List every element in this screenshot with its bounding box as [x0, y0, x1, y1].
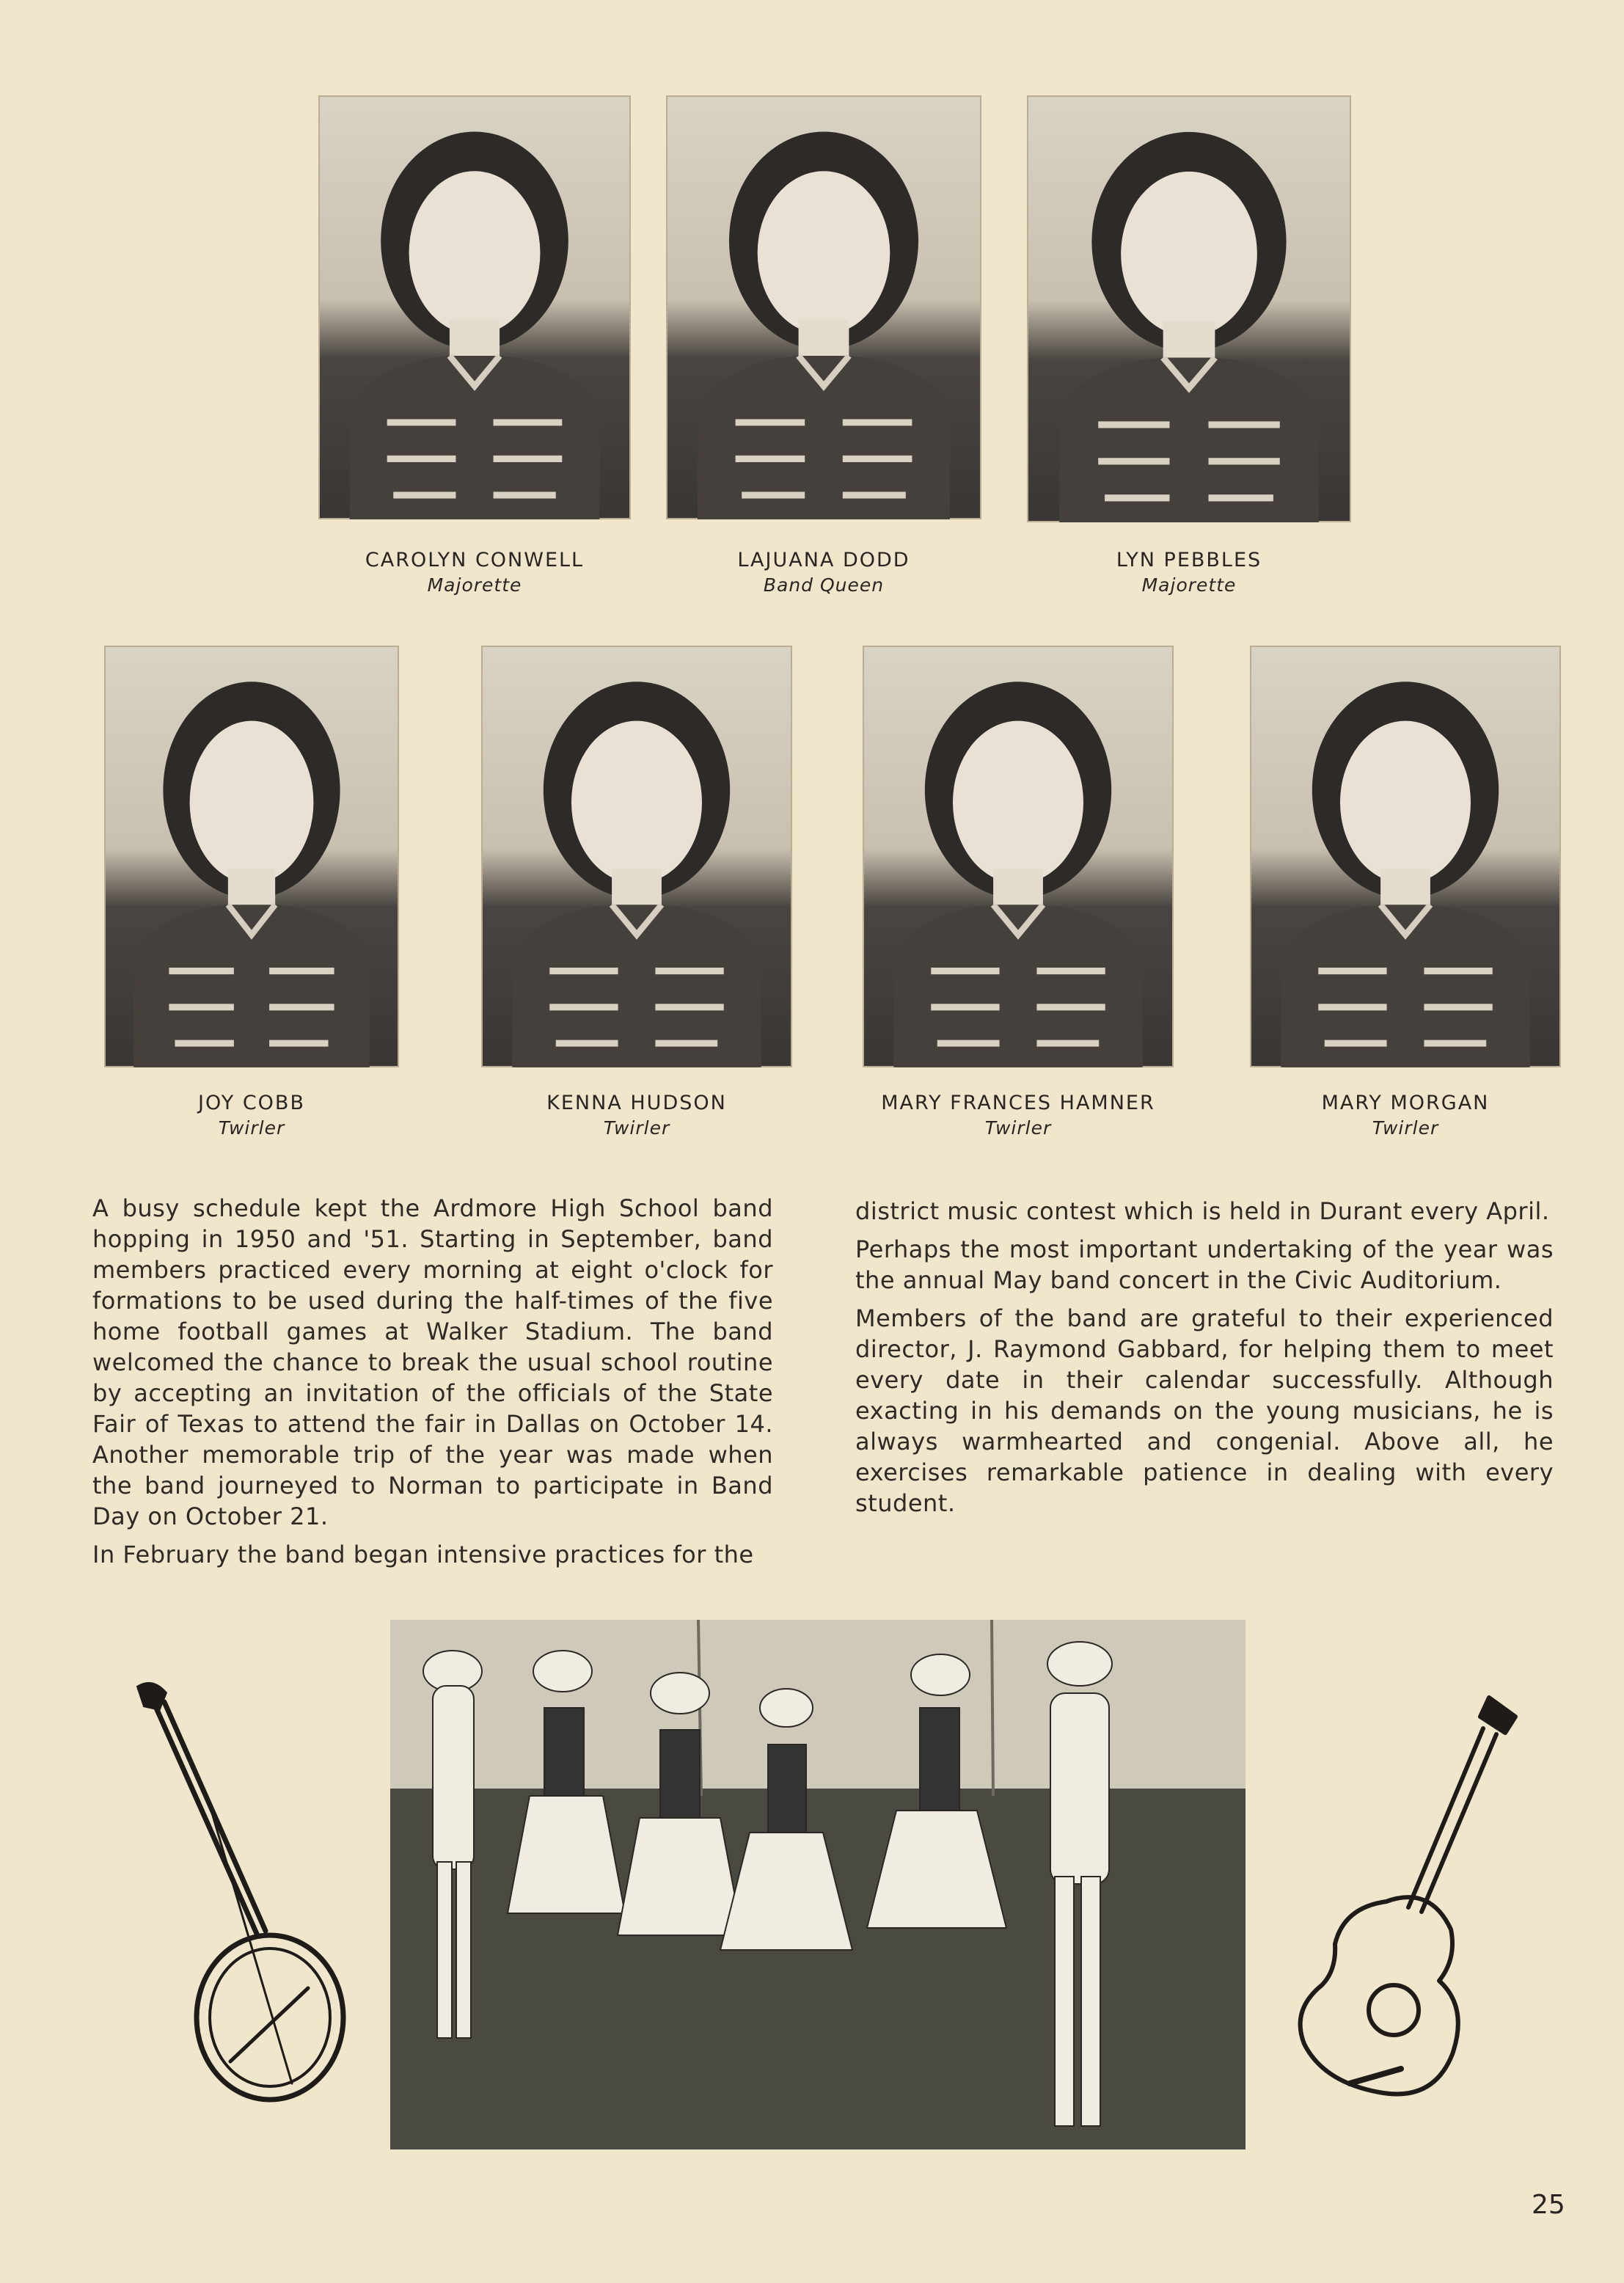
- portrait-photo: [666, 95, 981, 519]
- portrait-photo: [1250, 646, 1561, 1067]
- person-role: Band Queen: [763, 574, 885, 596]
- portrait-caption: [104, 1092, 399, 1139]
- portrait-photo: [481, 646, 792, 1067]
- portrait-photo: [863, 646, 1174, 1067]
- person-role: Twirler: [218, 1117, 285, 1139]
- person-name: KENNA HUDSON: [546, 1092, 727, 1114]
- article-paragraph: district music contest which is held in Durant every April.: [855, 1197, 1550, 1225]
- portrait-caption: [1250, 1092, 1561, 1139]
- person-name: CAROLYN CONWELL: [365, 549, 585, 571]
- guitar-icon: [1276, 1687, 1540, 2113]
- person-name: LYN PEBBLES: [1116, 549, 1262, 571]
- article-paragraph: A busy schedule kept the Ardmore High School band hopping in 1950 and '51. Starting in September, band members practiced every morning at eight o'clock for formations to be used during the half-times of the five home football games at Walker Stadium. The band welcomed the chance to break the usual school routine by accepting an invitation of the officials of the State Fair of Texas to attend the fair in Dallas on October 14. Another memorable trip of the year was made when the band journeyed to Norman to participate in Band Day on October 21.: [92, 1194, 773, 1530]
- person-name: MARY FRANCES HAMNER: [881, 1092, 1155, 1114]
- portrait-photo: [318, 95, 631, 519]
- person-name: JOY COBB: [198, 1092, 305, 1114]
- article-paragraph: Members of the band are grateful to their experienced director, J. Raymond Gabbard, for helping them to meet every date in their calendar successfully. Although exacting in his demands on the young musicians, he is always warmhearted and congenial. Above all, he exercises remarkable patience in dealing with every student.: [855, 1304, 1554, 1517]
- person-role: Twirler: [984, 1117, 1052, 1139]
- person-name: LAJUANA DODD: [737, 549, 910, 571]
- person-role: Majorette: [427, 574, 522, 596]
- banjo-icon: [123, 1673, 351, 2113]
- article-paragraph: Perhaps the most important undertaking of the year was the annual May band concert in the Civic Auditorium.: [855, 1235, 1554, 1294]
- person-role: Majorette: [1141, 574, 1237, 596]
- portrait-caption: [318, 549, 631, 596]
- article-left-column: [92, 1193, 773, 1577]
- person-role: Twirler: [1372, 1117, 1439, 1139]
- group-photo: [390, 1620, 1246, 2149]
- portrait-caption: [1027, 549, 1351, 596]
- person-name: MARY MORGAN: [1321, 1092, 1490, 1114]
- article-right-column: [855, 1196, 1554, 1526]
- portrait-caption: [863, 1092, 1174, 1139]
- portrait-photo: [1027, 95, 1351, 522]
- person-role: Twirler: [603, 1117, 670, 1139]
- portrait-caption: [666, 549, 981, 596]
- article-paragraph: In February the band began intensive practices for the: [92, 1541, 754, 1568]
- portrait-photo: [104, 646, 399, 1067]
- portrait-caption: [481, 1092, 792, 1139]
- page-number: 25: [1532, 2190, 1565, 2220]
